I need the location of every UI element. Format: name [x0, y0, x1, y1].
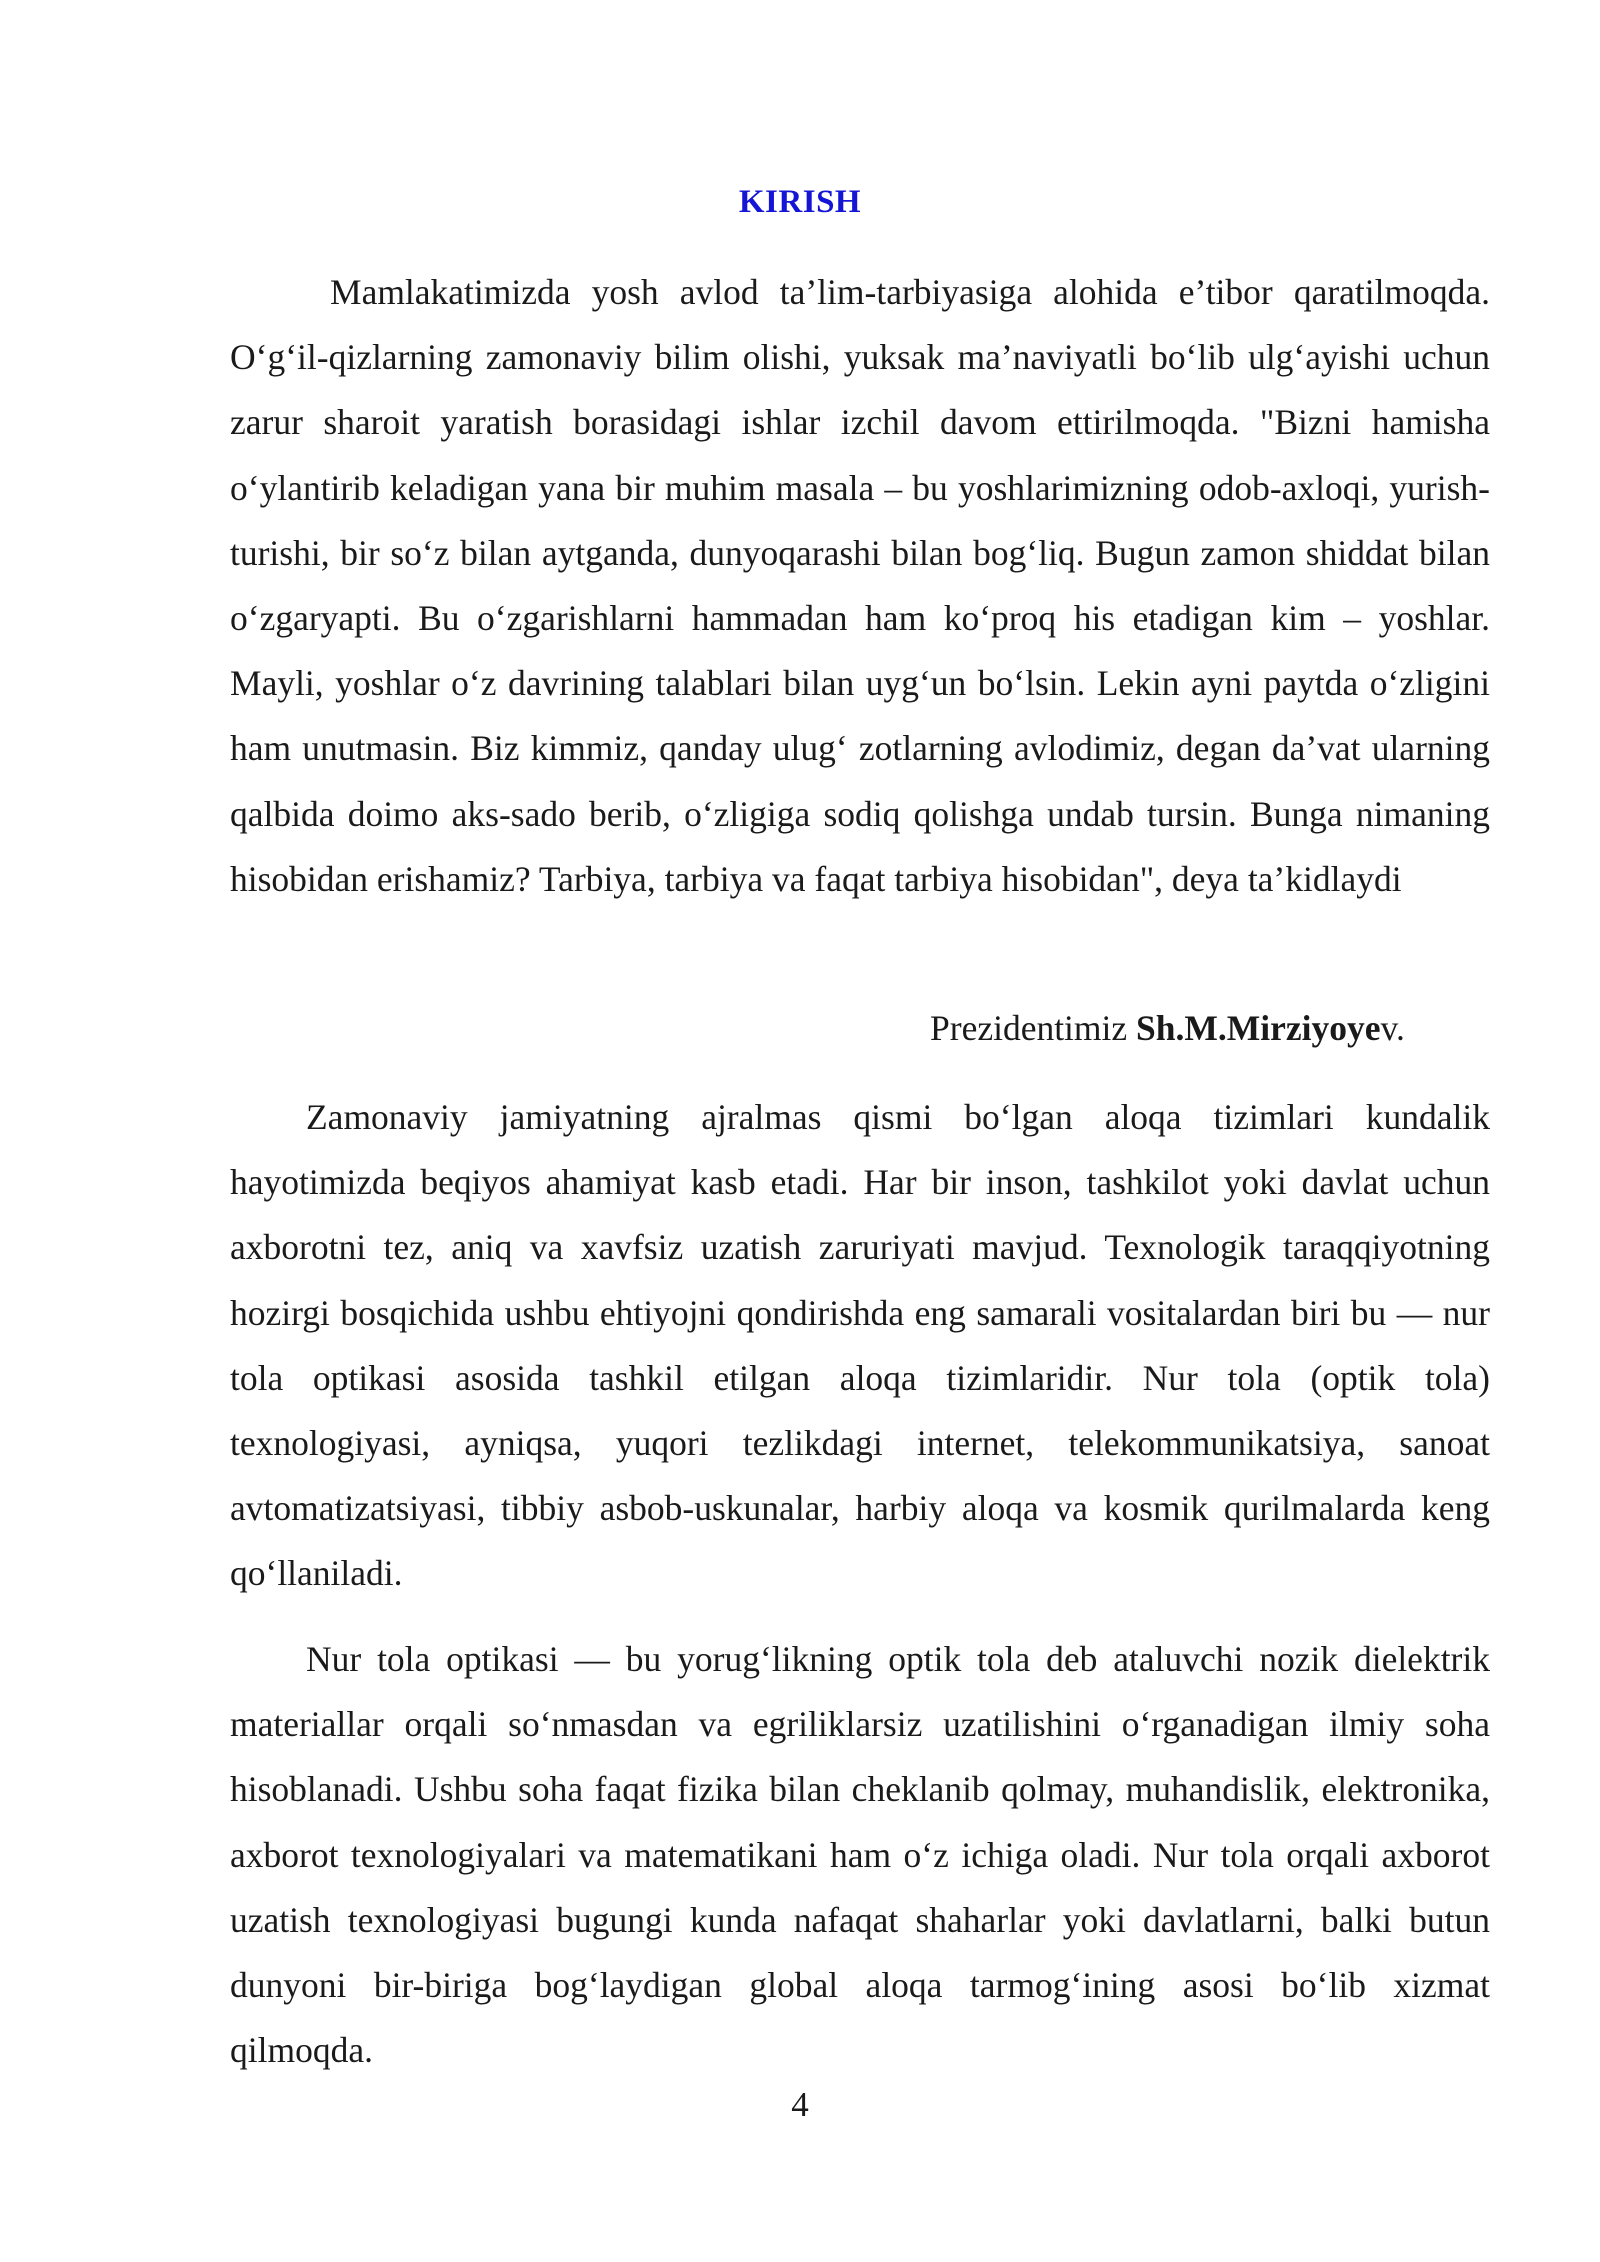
attribution-name: Sh.M.Mirziyoye [1136, 1008, 1381, 1048]
quote-attribution [930, 996, 1405, 1061]
attribution-prefix: Prezidentimiz [930, 1008, 1137, 1048]
page-title: KIRISH [738, 184, 862, 220]
body-paragraph: Nur tola optikasi — bu yorug‘likning optik tola deb ataluvchi nozik dielektrik materiallar orqali so‘nmasdan va egriliklarsiz uzatilishini o‘rganadigan ilmiy soha hisoblanadi. Ushbu soha faqat fizika bilan cheklanib qolmay, muhandislik, elektronika, axborot texnologiyalari va matematikani ham o‘z ichiga oladi. Nur tola orqali axborot uzatish texnologiyasi bugungi kunda nafaqat shaharlar yoki davlatlarni, balki butun dunyoni bir-biriga bog‘laydigan global aloqa tarmog‘ining asosi bo‘lib xizmat qilmoqda. [230, 1639, 1490, 2071]
page-number: 4 [791, 2085, 809, 2124]
attribution-suffix: v. [1380, 1008, 1405, 1048]
body-paragraph: Zamonaviy jamiyatning ajralmas qismi bo‘lgan aloqa tizimlari kundalik hayotimizda beqiyos ahamiyat kasb etadi. Har bir inson, tashkilot yoki davlat uchun axborotni tez, aniq va xavfsiz uzatish zaruriyati mavjud. Texnologik taraqqiyotning hozirgi bosqichida ushbu ehtiyojni qondirishda eng samarali vositalardan biri bu — nur tola optikasi asosida tashkil etilgan aloqa tizimlaridir. Nur tola (optik tola) texnologiyasi, ayniqsa, yuqori tezlikdagi internet, telekommunikatsiya, sanoat avtomatizatsiyasi, tibbiy asbob-uskunalar, harbiy aloqa va kosmik qurilmalarda keng qo‘llaniladi. [230, 1097, 1490, 1594]
intro-paragraph: Mamlakatimizda yosh avlod ta’lim-tarbiyasiga alohida e’tibor qaratilmoqda. O‘g‘il-qizlarning zamonaviy bilim olishi, yuksak ma’naviyatli bo‘lib ulg‘ayishi uchun zarur sharoit yaratish borasidagi ishlar izchil davom ettirilmoqda. "Bizni hamisha o‘ylantirib keladigan yana bir muhim masala – bu yoshlarimizning odob-axloqi, yurish-turishi, bir so‘z bilan aytganda, dunyoqarashi bilan bog‘liq. Bugun zamon shiddat bilan o‘zgaryapti. Bu o‘zgarishlarni hammadan ham ko‘proq his etadigan kim – yoshlar. Mayli, yoshlar o‘z davrining talablari bilan uyg‘un bo‘lsin. Lekin ayni paytda o‘zligini ham unutmasin. Biz kimmiz, qanday ulug‘ zotlarning avlodimiz, degan da’vat ularning qalbida doimo aks-sado berib, o‘zligiga sodiq qolishga undab tursin. Bunga nimaning hisobidan erishamiz? Tarbiya, tarbiya va faqat tarbiya hisobidan", deya ta’kidlaydi [230, 272, 1490, 899]
